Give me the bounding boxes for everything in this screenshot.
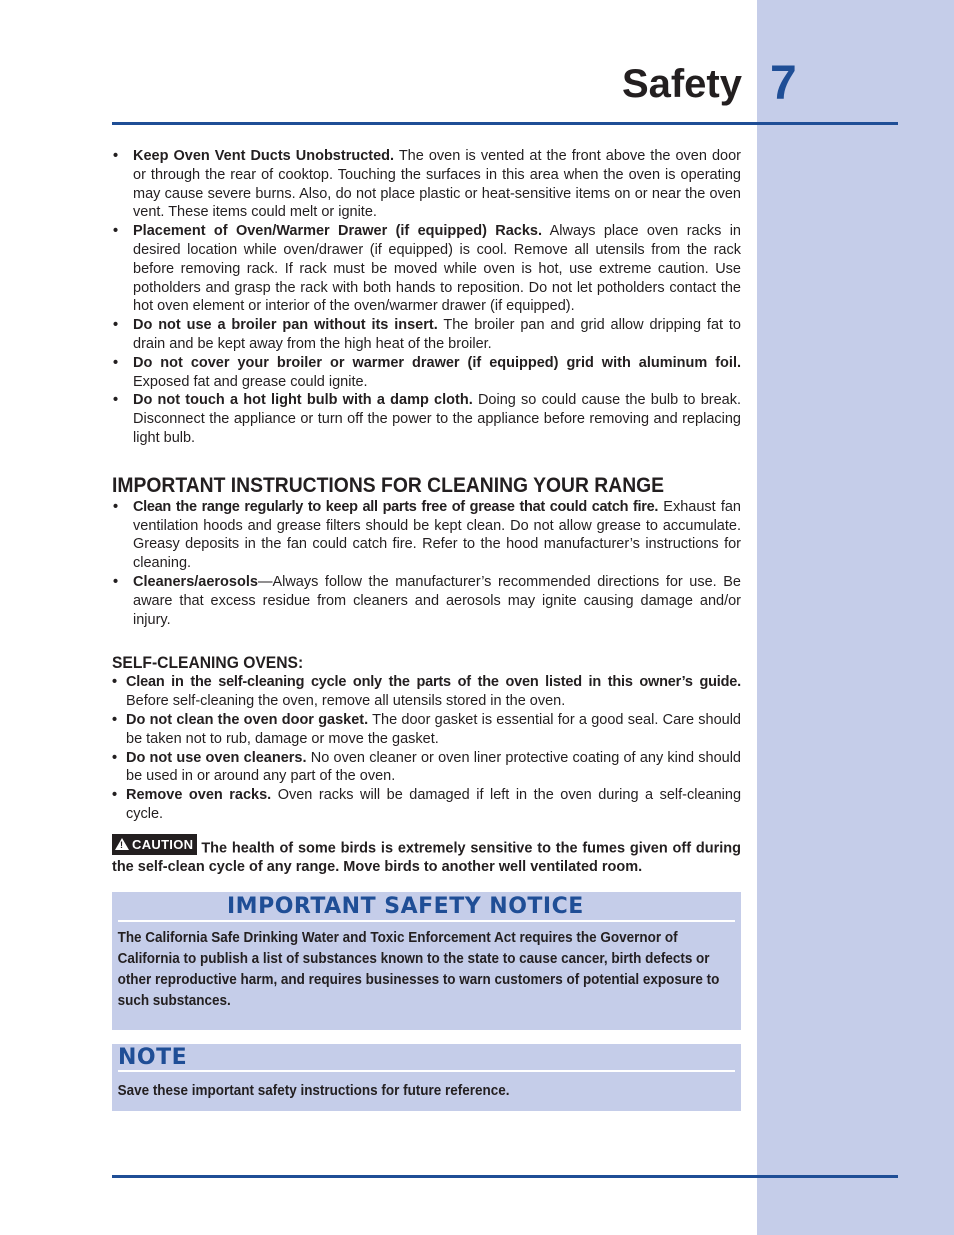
- footer-rule: [112, 1175, 898, 1178]
- safety-list-section: [112, 147, 741, 448]
- self-cleaning-section: [112, 673, 741, 823]
- list-item: • Do not clean the oven door gasket. The door gasket is essential for a good seal. Care should be taken not to rub, damage or move the gasket.: [112, 711, 741, 749]
- list-item: • Do not use a broiler pan without its insert. The broiler pan and grid allow dripping fat to drain and be kept away from the high heat of the broiler.: [112, 316, 741, 354]
- list-item: • Do not touch a hot light bulb with a damp cloth. Doing so could cause the bulb to break. Disconnect the appliance or turn off the power to the appliance before removing and replacing light bulb.: [112, 391, 741, 447]
- main-content: [112, 147, 741, 877]
- note-box: [112, 1044, 741, 1111]
- caution-text: The health of some birds is extremely sensitive to the fumes given off during the self-clean cycle of any range. Move birds to another well ventilated room.: [112, 840, 741, 876]
- caution-paragraph: [112, 834, 741, 878]
- header-rule: [112, 122, 898, 125]
- self-cleaning-heading: SELF-CLEANING OVENS:: [112, 653, 304, 673]
- note-text: Save these important safety instructions for future reference.: [117, 1083, 510, 1099]
- list-item: • Cleaners/aerosols—Always follow the manufacturer’s recommended directions for use. Be aware that excess residue from cleaners and aerosols may ignite causing damage and/or injury.: [112, 573, 741, 629]
- list-item: • Remove oven racks. Oven racks will be damaged if left in the oven during a self-cleaning cycle.: [112, 786, 741, 824]
- safety-list: [112, 147, 741, 448]
- list-item: • Do not cover your broiler or warmer drawer (if equipped) grid with aluminum foil. Exposed fat and grease could ignite.: [112, 354, 741, 392]
- list-item: • Placement of Oven/Warmer Drawer (if equipped) Racks. Always place oven racks in desired location while oven/drawer (if equipped) is cool. Remove all utensils from the rack before removing rack. If rack must be moved while oven is hot, use extreme caution. Use potholders and grasp the rack with both hands to reposition. Do not let potholders contact the hot oven element or interior of the oven/warmer drawer (if equipped).: [112, 222, 741, 316]
- note-title: NOTE: [118, 1044, 735, 1072]
- caution-badge: ! CAUTION: [112, 834, 197, 855]
- safety-notice-box: [112, 892, 741, 1030]
- chapter-number: 7: [770, 57, 797, 110]
- list-item: • Do not use oven cleaners. No oven cleaner or oven liner protective coating of any kind should be used in or around any part of the oven.: [112, 749, 741, 787]
- cleaning-heading: IMPORTANT INSTRUCTIONS FOR CLEANING YOUR RANGE: [112, 473, 665, 497]
- self-cleaning-list: [112, 673, 741, 823]
- list-item: • Keep Oven Vent Ducts Unobstructed. The oven is vented at the front above the oven door or through the rear of cooktop. Touching the surfaces in this area when the oven is operating may cause severe burns. Also, do not place plastic or heat-sensitive items on or near the oven vent. These items could melt or ignite.: [112, 147, 741, 222]
- list-item: • Clean the range regularly to keep all parts free of grease that could catch fire. Exhaust fan ventilation hoods and grease filters should be kept clean. Do not allow grease to accumulate. Greasy deposits in the fan could catch fire. Refer to the hood manufacturer’s instructions for cleaning.: [112, 498, 741, 573]
- page-title: Safety: [621, 62, 742, 106]
- side-band: [757, 0, 954, 1235]
- list-item: • Clean in the self-cleaning cycle only the parts of the oven listed in this owner’s guide. Before self-cleaning the oven, remove all utensils stored in the oven.: [112, 673, 741, 711]
- safety-notice-text: The California Safe Drinking Water and Toxic Enforcement Act requires the Governor of California to publish a list of substances known to the state to cause cancer, birth defects or other reproductive harm, and requires businesses to warn customers of potential exposure to such substances.: [117, 930, 720, 1009]
- warning-triangle-icon: !: [115, 838, 129, 850]
- cleaning-list: [112, 498, 741, 630]
- safety-notice-title: IMPORTANT SAFETY NOTICE: [118, 892, 735, 922]
- cleaning-section: [112, 498, 741, 630]
